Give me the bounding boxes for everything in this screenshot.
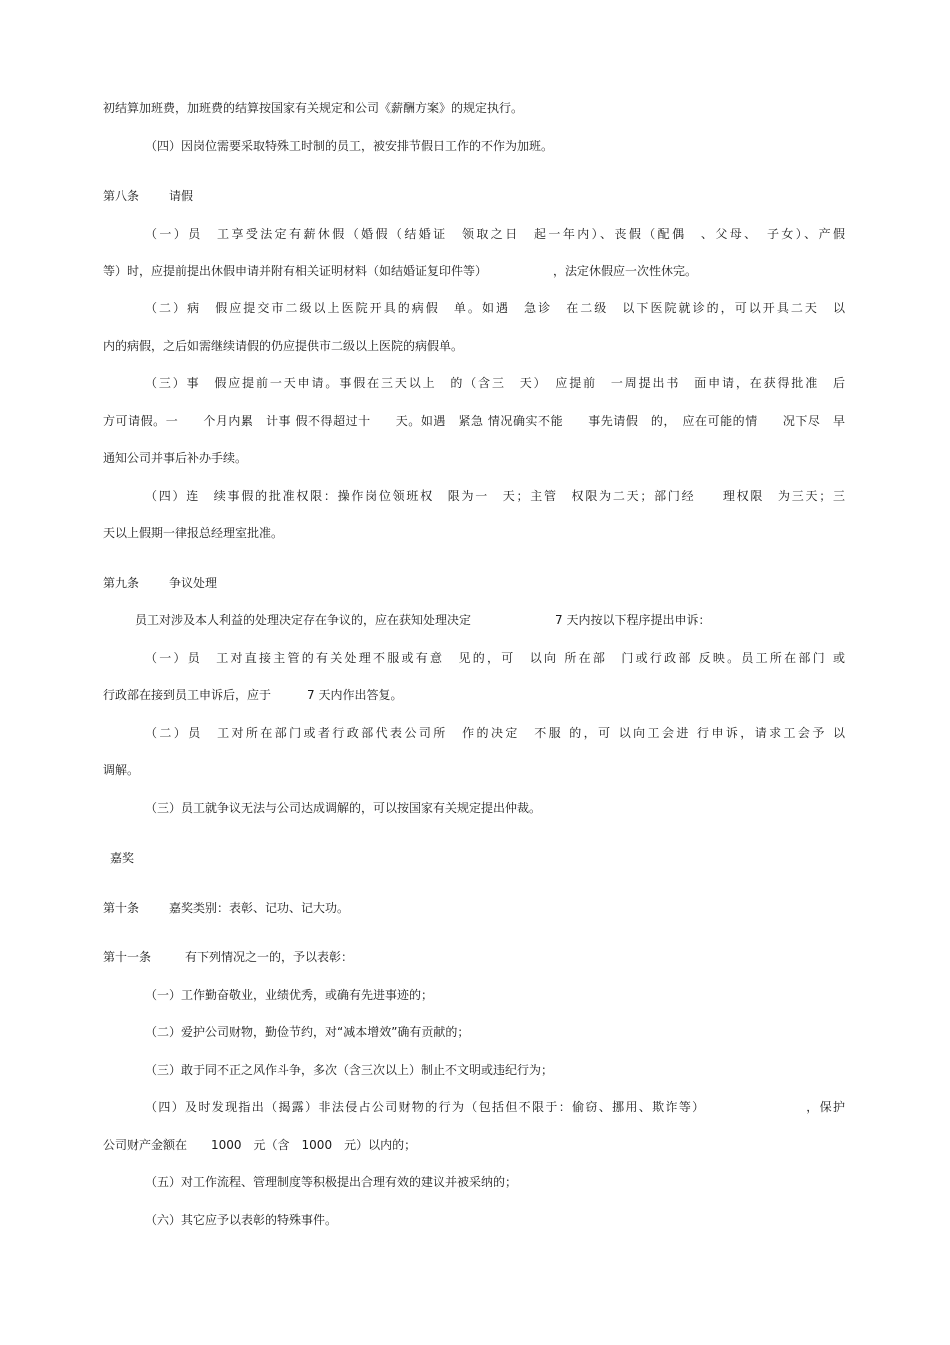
article-heading-8 bbox=[103, 187, 845, 205]
article-number: 第十条 bbox=[103, 901, 140, 915]
article-title: 争议处理 bbox=[169, 576, 218, 590]
paragraph-line: 等）时，应提前提出休假申请并附有相关证明材料（如结婚证复印件等） ，法定休假应一次性休完。 bbox=[103, 264, 698, 278]
article-heading-10 bbox=[103, 899, 845, 917]
list-item: （四）及时发现指出（揭露）非法侵占公司财物的行为（包括但不限于：偷窃、挪用、欺诈等） ，保护 bbox=[145, 1100, 845, 1114]
article-number: 第八条 bbox=[103, 189, 140, 203]
article-heading-9 bbox=[103, 574, 845, 592]
section-heading: 嘉奖 bbox=[110, 851, 135, 865]
paragraph-line: 天以上假期一律报总经理室批准。 bbox=[103, 526, 284, 540]
paragraph-line: （四）连 续事假的批准权限：操作岗位领班权 限为一 天；主管 权限为二天；部门经 理权限 为三天；三 bbox=[145, 489, 845, 503]
article-title: 有下列情况之一的，予以表彰： bbox=[185, 950, 354, 964]
list-item: （二）爱护公司财物，勤俭节约，对“减本增效”确有贡献的； bbox=[145, 1025, 470, 1039]
paragraph-line: 公司财产金额在 1000 元（含 1000 元）以内的； bbox=[103, 1138, 417, 1152]
paragraph-line: （二）员 工对所在部门或者行政部代表公司所 作的决定 不服 的，可 以向工会进 行申诉，请求工会予 以 bbox=[145, 726, 845, 740]
paragraph-line: 方可请假。一 个月内累 计事 假不得超过十 天。如遇 紧急 情况确实不能 事先请假 的， 应在可能的情 况下尽 早 bbox=[103, 414, 845, 428]
paragraph-line: 通知公司并事后补办手续。 bbox=[103, 451, 248, 465]
paragraph-line: （三）员工就争议无法与公司达成调解的，可以按国家有关规定提出仲裁。 bbox=[145, 801, 542, 815]
list-item: （三）敢于同不正之风作斗争，多次（含三次以上）制止不文明或违纪行为； bbox=[145, 1063, 554, 1077]
paragraph-line: 初结算加班费，加班费的结算按国家有关规定和公司《薪酬方案》的规定执行。 bbox=[103, 101, 524, 115]
article-number: 第十一条 bbox=[103, 950, 152, 964]
list-item: （五）对工作流程、管理制度等积极提出合理有效的建议并被采纳的； bbox=[145, 1175, 518, 1189]
article-number: 第九条 bbox=[103, 576, 140, 590]
paragraph-line: 内的病假，之后如需继续请假的仍应提供市二级以上医院的病假单。 bbox=[103, 339, 464, 353]
list-item: （一）工作勤奋敬业，业绩优秀，或确有先进事迹的； bbox=[145, 988, 434, 1002]
article-title: 请假 bbox=[169, 189, 194, 203]
list-item: （六）其它应予以表彰的特殊事件。 bbox=[145, 1213, 338, 1227]
paragraph-line: 员工对涉及本人利益的处理决定存在争议的，应在获知处理决定 7 天内按以下程序提出申诉： bbox=[135, 613, 711, 627]
paragraph-line: 调解。 bbox=[103, 763, 140, 777]
paragraph-line: （四）因岗位需要采取特殊工时制的员工，被安排节假日工作的不作为加班。 bbox=[145, 139, 554, 153]
paragraph-line: （三）事 假应提前一天申请。事假在三天以上 的（含三 天） 应提前 一周提出书 面申请，在获得批准 后 bbox=[145, 376, 845, 390]
paragraph-line: （一）员 工享受法定有薪休假（婚假（结婚证 领取之日 起一年内）、丧假（配偶 、父母、 子女）、产假 bbox=[145, 227, 845, 241]
paragraph-line: （一）员 工对直接主管的有关处理不服或有意 见的，可 以向 所在部 门或行政部 反映。员工所在部门 或 bbox=[145, 651, 845, 665]
article-heading-11 bbox=[103, 948, 845, 966]
paragraph-line: （二）病 假应提交市二级以上医院开具的病假 单。如遇 急诊 在二级 以下医院就诊的，可以开具二天 以 bbox=[145, 301, 845, 315]
paragraph-line: 行政部在接到员工申诉后，应于 7 天内作出答复。 bbox=[103, 688, 403, 702]
article-title: 嘉奖类别：表彰、记功、记大功。 bbox=[169, 901, 350, 915]
